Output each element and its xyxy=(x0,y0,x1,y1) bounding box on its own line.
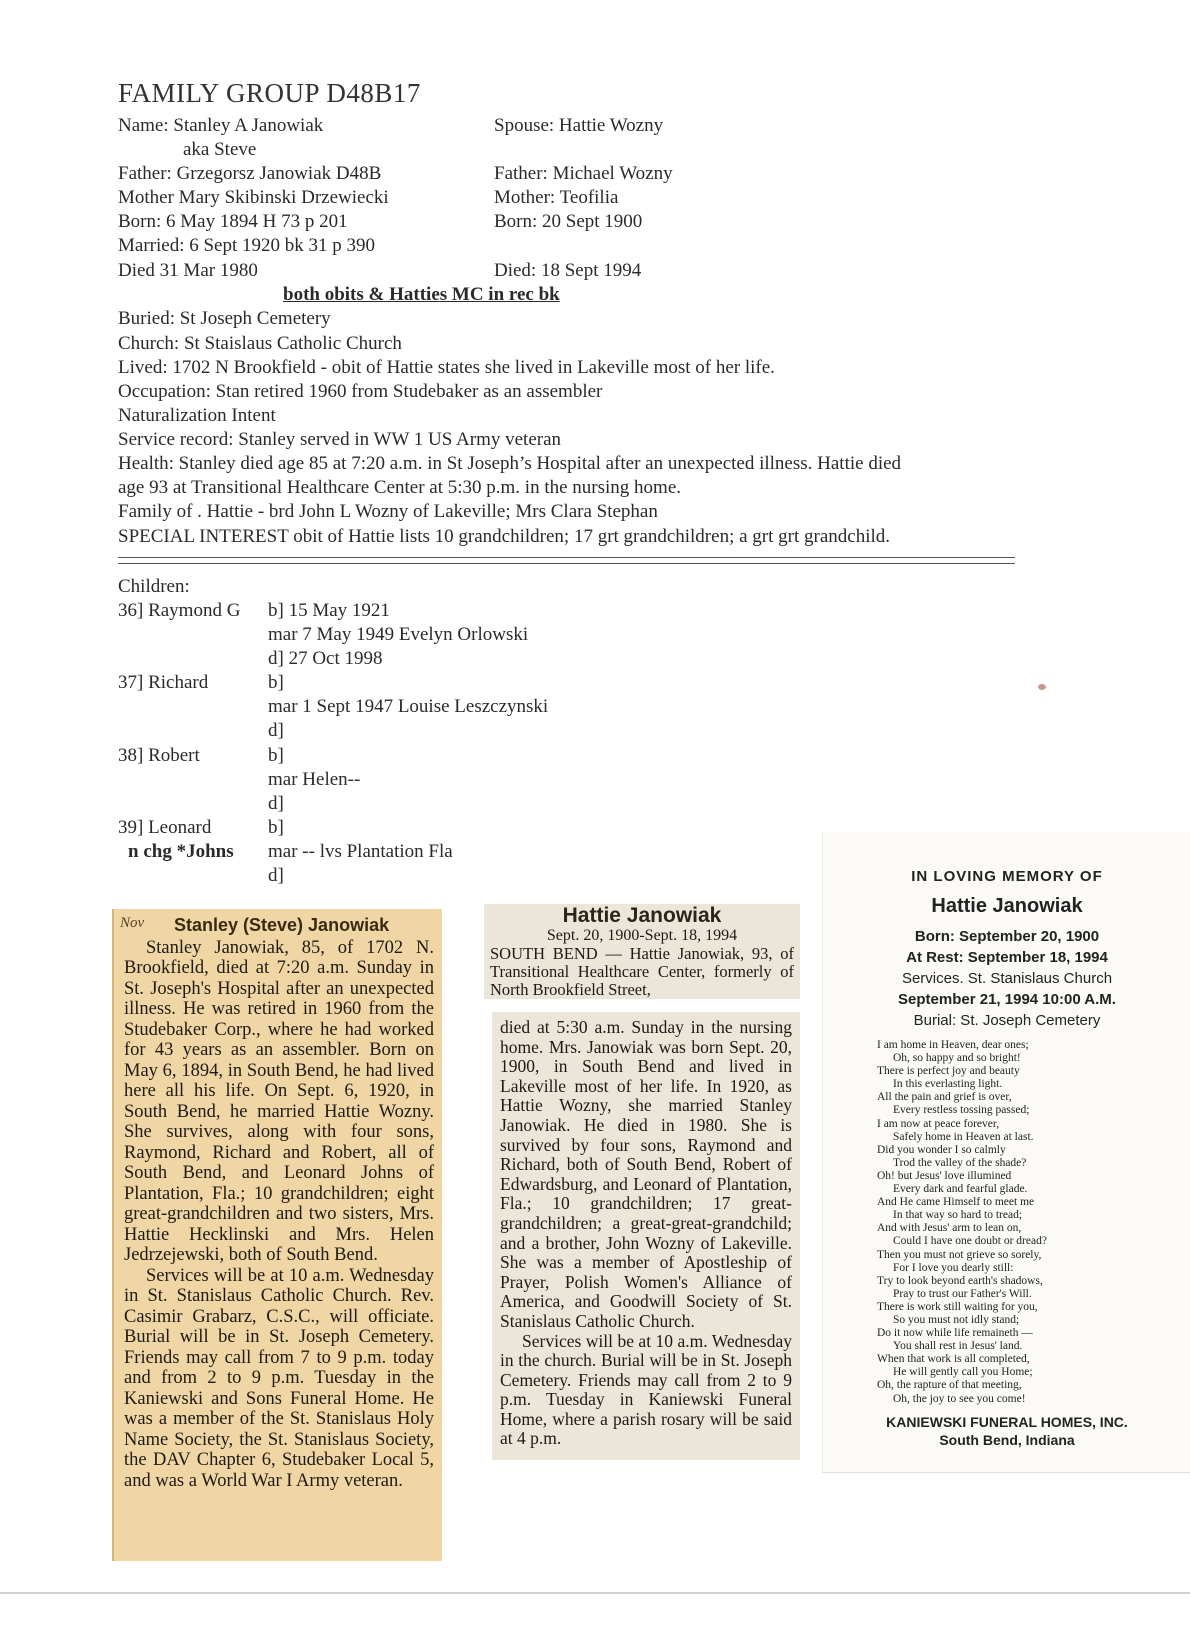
poem-line: Oh, the rapture of that meeting, xyxy=(877,1379,1022,1392)
obituary-hattie-services: Services will be at 10 a.m. Wednesday in the church. Burial will be in St. Joseph Cemetery. Friends may call from 2 to 9 p.m. Tuesday in Kaniewski Funeral Home, where a parish rosary will be said at 4 p.m. xyxy=(500,1330,792,1449)
memorial-card-rest: At Rest: September 18, 1994 xyxy=(906,949,1108,966)
detail-buried: Buried: St Joseph Cemetery xyxy=(118,308,331,329)
poem-line: There is work still waiting for you, xyxy=(877,1300,1038,1313)
poem-line: So you must not idly stand; xyxy=(893,1313,1020,1326)
child-died: d] xyxy=(268,720,284,741)
poem-line: And He came Himself to meet me xyxy=(877,1196,1035,1209)
child-born: b] xyxy=(268,672,284,693)
poem-line: He will gently call you Home; xyxy=(893,1366,1033,1379)
poem-line: There is perfect joy and beauty xyxy=(877,1065,1020,1078)
child-name: 37] Richard xyxy=(118,672,209,693)
page-bottom-edge xyxy=(0,1592,1190,1594)
poem-line: Did you wonder I so calmly xyxy=(877,1143,1006,1156)
obituary-hattie-header-clipping xyxy=(484,904,800,999)
poem-line: Do it now while life remaineth — xyxy=(877,1327,1033,1340)
poem-line: Oh, so happy and so bright! xyxy=(893,1052,1021,1065)
spouse-name: Spouse: Hattie Wozny xyxy=(494,115,664,136)
child-name: 39] Leonard xyxy=(118,817,212,838)
poem-line: Safely home in Heaven at last. xyxy=(893,1130,1034,1143)
poem-line: And with Jesus' arm to lean on, xyxy=(877,1222,1022,1235)
spouse-mother: Mother: Teofilia xyxy=(494,187,619,208)
husband-mother: Mother Mary Skibinski Drzewiecki xyxy=(118,187,389,208)
memorial-card-burial: Burial: St. Joseph Cemetery xyxy=(913,1012,1101,1029)
memorial-card-name: Hattie Janowiak xyxy=(931,895,1083,917)
obituary-stanley-clipping xyxy=(112,909,442,1561)
memorial-card-caption: IN LOVING MEMORY OF xyxy=(911,868,1103,885)
divider xyxy=(118,557,1015,564)
spouse-died: Died: 18 Sept 1994 xyxy=(494,260,642,281)
child-married: mar -- lvs Plantation Fla xyxy=(268,841,453,862)
children-label: Children: xyxy=(118,576,190,597)
poem-line: In that way so hard to tread; xyxy=(893,1209,1023,1222)
poem-line: Oh, the joy to see you come! xyxy=(893,1392,1026,1405)
detail-family: Family of . Hattie - brd John L Wozny of Lakeville; Mrs Clara Stephan xyxy=(118,501,658,522)
page-title: FAMILY GROUP D48B17 xyxy=(118,78,421,108)
memorial-card-poem xyxy=(877,1039,1190,1406)
obituary-hattie-heading: Hattie Janowiak xyxy=(562,904,722,927)
memorial-card-services-date: September 21, 1994 10:00 A.M. xyxy=(898,991,1116,1008)
child-name: 38] Robert xyxy=(118,745,200,766)
poem-line: Every dark and fearful glade. xyxy=(893,1183,1028,1196)
husband-name: Name: Stanley A Janowiak xyxy=(118,115,324,136)
memorial-card-services: Services. St. Stanislaus Church xyxy=(901,970,1113,987)
poem-line: Trod the valley of the shade? xyxy=(893,1156,1027,1169)
poem-line: Pray to trust our Father's Will. xyxy=(893,1287,1032,1300)
obituary-hattie-body-clipping xyxy=(492,1012,800,1460)
detail-occupation: Occupation: Stan retired 1960 from Studebaker as an assembler xyxy=(118,381,603,402)
poem-line: All the pain and grief is over, xyxy=(877,1091,1012,1104)
child-died: d] xyxy=(268,793,284,814)
detail-service-record: Service record: Stanley served in WW 1 US Army veteran xyxy=(118,429,562,450)
memorial-card-funeral-home: KANIEWSKI FUNERAL HOMES, INC. xyxy=(886,1413,1128,1430)
detail-health-line1: Health: Stanley died age 85 at 7:20 a.m. in St Joseph’s Hospital after an unexpected illness. Hattie died xyxy=(118,453,902,474)
husband-married: Married: 6 Sept 1920 bk 31 p 390 xyxy=(118,235,376,256)
obituary-stanley-heading: Stanley (Steve) Janowiak xyxy=(174,915,390,935)
detail-naturalization: Naturalization Intent xyxy=(118,405,276,426)
poem-line: Then you must not grieve so sorely, xyxy=(877,1248,1042,1261)
child-married: mar 7 May 1949 Evelyn Orlowski xyxy=(268,624,529,645)
child-born: b] xyxy=(268,817,284,838)
child-married: mar Helen-- xyxy=(268,769,361,790)
child-born: b] 15 May 1921 xyxy=(268,600,390,621)
detail-lived: Lived: 1702 N Brookfield - obit of Hattie states she lived in Lakeville most of her life. xyxy=(118,357,775,378)
husband-aka: aka Steve xyxy=(183,139,257,160)
spouse-father: Father: Michael Wozny xyxy=(494,163,673,184)
child-born: b] xyxy=(268,745,284,766)
poem-line: For I love you dearly still: xyxy=(893,1261,1014,1274)
records-note: both obits & Hatties MC in rec bk xyxy=(283,284,560,305)
obituary-hattie-paragraph: died at 5:30 a.m. Sunday in the nursing home. Mrs. Janowiak was born Sept. 20, 1900, in South Bend and lived in Lakeville most of her life. In 1920, as Hattie Wozny, she married Stanley Janowiak. He died in 1980. She is survived by four sons, Raymond and Richard, both of South Bend, Robert of Edwardsburg, and Leonard of Plantation, Fla.; 10 grandchildren; 17 great-grandchildren; a great-great-grandchild; and a brother, John Wozny of Lakeville. She was a member of Apostleship of Prayer, Polish Women's Alliance of America, and Goodwill Society of St. Stanislaus Catholic Church. xyxy=(500,1017,792,1331)
spouse-born: Born: 20 Sept 1900 xyxy=(494,211,643,232)
husband-father: Father: Grzegorsz Janowiak D48B xyxy=(118,163,382,184)
obituary-stanley-services: Services will be at 10 a.m. Wednesday in St. Stanislaus Catholic Church. Rev. Casimir Grabarz, C.S.C., will officiate. Burial will be in St. Joseph Cemetery. Friends may call from 7 to 9 p.m. today and from 2 to 9 p.m. Tuesday in the Kaniewski and Sons Funeral Home. He was a member of the St. Stanislaus Holy Name Society, the St. Stanislaus Society, the DAV Chapter 6, Studebaker Local 5, and was a World War I Army veteran. xyxy=(124,1265,434,1491)
poem-line: You shall rest in Jesus' land. xyxy=(893,1340,1023,1353)
obituary-hattie-lead: SOUTH BEND — Hattie Janowiak, 93, of Transitional Healthcare Center, formerly of North Brookfield Street, xyxy=(490,943,794,999)
obituary-hattie-dates: Sept. 20, 1900-Sept. 18, 1994 xyxy=(546,926,738,944)
detail-special-interest: SPECIAL INTEREST obit of Hattie lists 10 grandchildren; 17 grt grandchildren; a grt grt grandchild. xyxy=(118,526,890,547)
poem-line: Could I have one doubt or dread? xyxy=(893,1235,1047,1248)
detail-health-line2: age 93 at Transitional Healthcare Center at 5:30 p.m. in the nursing home. xyxy=(118,477,682,498)
poem-line: Try to look beyond earth's shadows, xyxy=(877,1274,1043,1287)
memorial-card-city: South Bend, Indiana xyxy=(939,1431,1075,1448)
child-died: d] xyxy=(268,865,284,886)
poem-line: Oh! but Jesus' love illumined xyxy=(877,1169,1012,1182)
scan-speck xyxy=(1038,684,1046,690)
poem-line: I am now at peace forever, xyxy=(877,1117,1000,1130)
child-died: d] 27 Oct 1998 xyxy=(268,648,383,669)
poem-line: In this everlasting light. xyxy=(893,1078,1003,1091)
detail-church: Church: St Staislaus Catholic Church xyxy=(118,333,402,354)
memorial-card xyxy=(822,832,1190,1473)
obituary-stanley-paragraph: Stanley Janowiak, 85, of 1702 N. Brookfield, died at 7:20 a.m. Sunday in St. Joseph's Hospital after an unexpected illness. He was retired in 1960 from the Studebaker Corp., where he had worked for 43 years as an assembler. Born on May 6, 1894, in South Bend, he had lived here all his life. On Sept. 6, 1920, in South Bend, he married Hattie Wozny. She survives, along with four sons, Raymond, Richard and Robert, all of South Bend, and Leonard Johns of Plantation, Fla.; 10 grandchildren; eight great-grandchildren and two sisters, Mrs. Hattie Hecklinski and Mrs. Helen Jedrzejewski, both of South Bend. xyxy=(124,937,434,1265)
child-name: 36] Raymond G xyxy=(118,600,241,621)
husband-died: Died 31 Mar 1980 xyxy=(118,260,258,281)
poem-line: I am home in Heaven, dear ones; xyxy=(877,1039,1029,1051)
handwritten-note: Nov xyxy=(120,915,145,931)
husband-born: Born: 6 May 1894 H 73 p 201 xyxy=(118,211,348,232)
memorial-card-born: Born: September 20, 1900 xyxy=(914,928,1100,945)
poem-line: When that work is all completed, xyxy=(877,1353,1030,1366)
poem-line: Every restless tossing passed; xyxy=(893,1104,1030,1117)
child-married: mar 1 Sept 1947 Louise Leszczynski xyxy=(268,696,549,717)
child-name-change-note: n chg *Johns xyxy=(128,841,234,862)
